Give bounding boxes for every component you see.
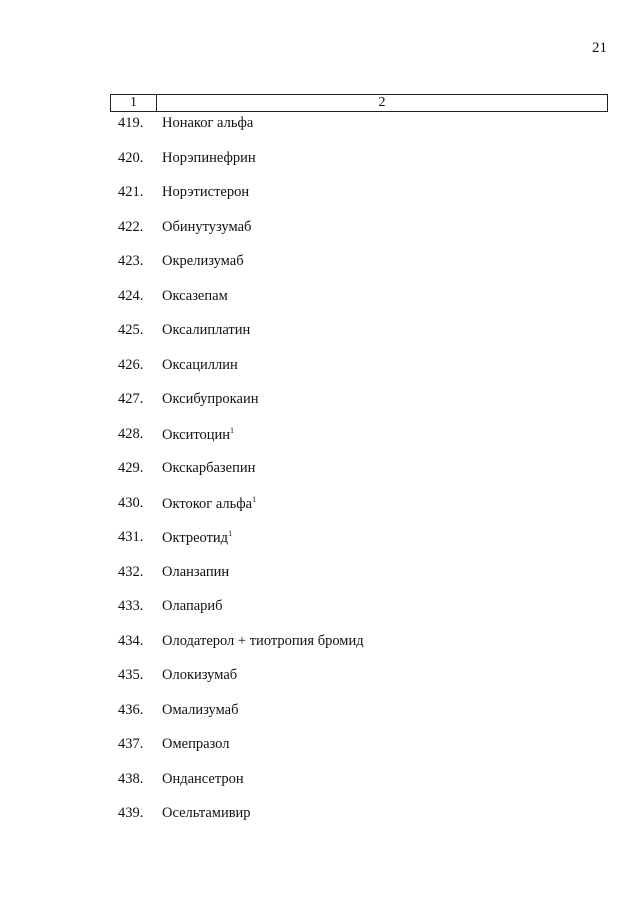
item-name <box>162 115 253 132</box>
item-name <box>162 495 256 513</box>
item-name-text: Олодатерол + тиотропия бромид <box>162 632 364 649</box>
item-name-text: Олокизумаб <box>162 667 238 683</box>
item-name <box>162 736 229 753</box>
header-col-1: 1 <box>111 95 157 111</box>
item-number: 439. <box>118 805 144 821</box>
item-name <box>162 771 244 788</box>
item-name <box>162 529 232 547</box>
item-name-text: Октоког альфа <box>162 495 253 512</box>
item-name-text: Омализумаб <box>162 701 239 718</box>
item-name <box>162 564 229 581</box>
footnote-marker: 1 <box>252 494 257 504</box>
item-name <box>162 288 228 305</box>
item-name <box>162 184 249 201</box>
item-number: 435. <box>118 667 144 683</box>
item-name-text: Оксациллин <box>162 356 238 373</box>
item-name <box>162 460 255 477</box>
item-number: 434. <box>118 632 144 649</box>
item-number: 427. <box>118 391 144 407</box>
item-name <box>162 598 223 615</box>
item-number: 424. <box>118 287 144 304</box>
item-number: 436. <box>118 701 144 718</box>
item-number: 428. <box>118 425 144 442</box>
item-name-text: Оланзапин <box>162 563 230 580</box>
item-number: 423. <box>118 253 144 269</box>
item-name-text: Окситоцин <box>162 426 231 443</box>
item-name <box>162 253 244 270</box>
item-name-text: Норэтистерон <box>162 184 250 200</box>
item-name <box>162 633 364 650</box>
item-name <box>162 322 250 339</box>
header-col-2: 2 <box>378 95 386 110</box>
item-number: 419. <box>118 115 144 131</box>
item-name-text: Окрелизумаб <box>162 253 244 269</box>
item-number: 426. <box>118 356 144 373</box>
item-number: 425. <box>118 322 144 338</box>
item-number: 432. <box>118 563 144 580</box>
item-name-text: Окскарбазепин <box>162 460 256 476</box>
item-number: 420. <box>118 149 144 166</box>
item-name <box>162 426 234 444</box>
item-number: 431. <box>118 529 144 545</box>
item-name-text: Оксибупрокаин <box>162 391 259 407</box>
item-number: 430. <box>118 494 144 511</box>
footnote-marker: 1 <box>230 425 235 435</box>
item-name <box>162 150 256 167</box>
item-name-text: Ондансетрон <box>162 770 244 787</box>
item-name <box>162 219 251 236</box>
item-name <box>162 702 238 719</box>
item-name-text: Оксалиплатин <box>162 322 251 338</box>
footnote-marker: 1 <box>228 529 233 538</box>
item-name-text: Осельтамивир <box>162 805 251 821</box>
item-name-text: Обинутузумаб <box>162 218 252 235</box>
item-name-text: Октреотид <box>162 530 229 546</box>
item-name-text: Нонаког альфа <box>162 115 254 131</box>
item-number: 438. <box>118 770 144 787</box>
item-name-text: Норэпинефрин <box>162 149 256 166</box>
item-name-text: Олапариб <box>162 598 223 614</box>
item-name <box>162 391 258 408</box>
page-number: 21 <box>592 40 607 56</box>
item-number: 421. <box>118 184 144 200</box>
item-name <box>162 667 237 684</box>
item-name-text: Оксазепам <box>162 287 228 304</box>
item-number: 429. <box>118 460 144 476</box>
item-name <box>162 357 238 374</box>
item-name <box>162 805 251 822</box>
item-number: 433. <box>118 598 144 614</box>
item-number: 437. <box>118 736 144 752</box>
item-number: 422. <box>118 218 144 235</box>
item-name-text: Омепразол <box>162 736 230 752</box>
table-header <box>110 94 608 112</box>
